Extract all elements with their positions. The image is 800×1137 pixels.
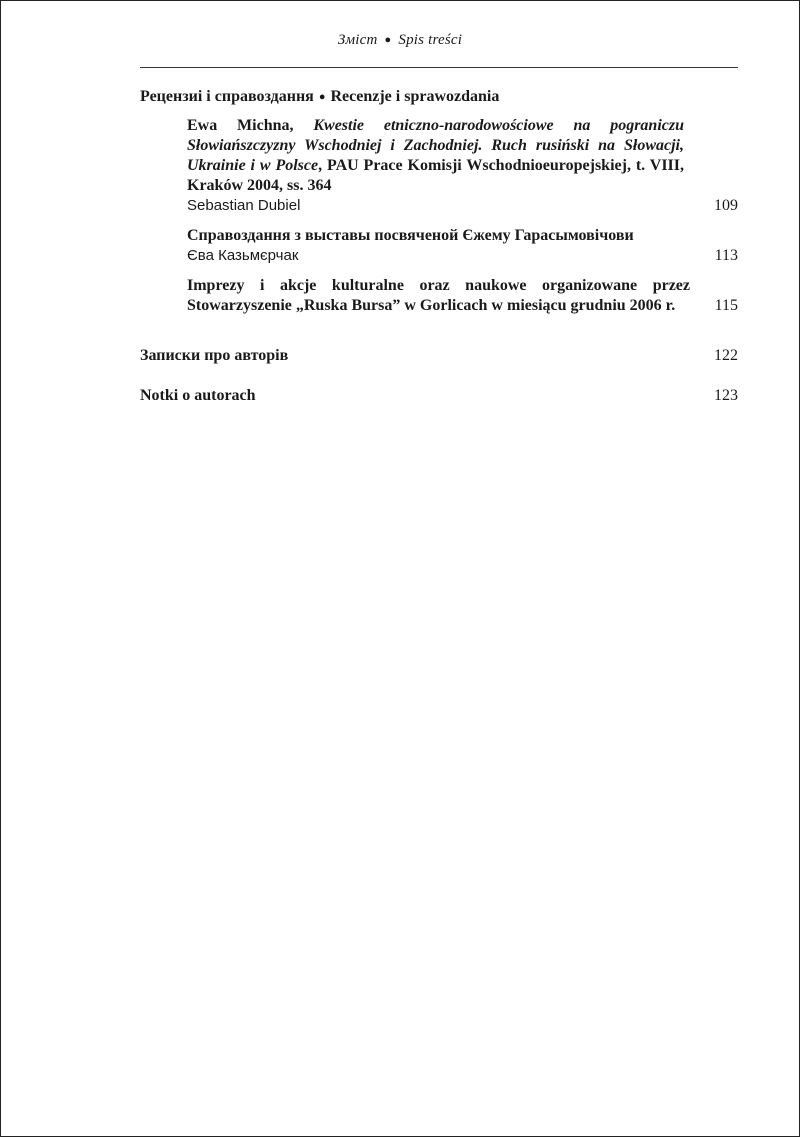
entry-title: [187, 116, 738, 196]
entry-title: Notki o autorach: [140, 387, 256, 404]
toc-entry[interactable]: [140, 226, 738, 266]
entry-page-number: 122: [714, 347, 738, 364]
entry-title: Справоздання з выставы посвяченой Єжему Гарасымовічови: [187, 227, 634, 244]
running-head-left: Зміст: [337, 32, 378, 48]
entry-title: Imprezy i akcje kulturalne oraz naukowe organizowane przez Stowarzyszenie „Ruska Bursa” w Gorlicach w miesiącu grudniu 2006 r.: [187, 277, 690, 314]
entry-title-details: , PAU Prace Komisji Wschodnioeuropejskiej, t. VIII, Kraków 2004, ss. 364: [187, 157, 684, 194]
entry-page-number: 113: [714, 247, 738, 264]
section-heading-uk: Рецензиі і справоздання: [140, 88, 314, 105]
entry-author-row: [187, 246, 738, 266]
table-of-contents: [140, 87, 738, 406]
bullet-icon: ●: [318, 91, 326, 103]
toc-entry[interactable]: [140, 386, 738, 406]
section-heading: [140, 87, 738, 108]
toc-entry[interactable]: [140, 276, 738, 316]
running-head-right: Spis treści: [398, 32, 463, 48]
running-head: [0, 32, 800, 49]
toc-entry[interactable]: [140, 346, 738, 366]
header-rule: [140, 67, 738, 68]
entry-author: Єва Казьмєрчак: [187, 247, 299, 264]
entry-title-row: [187, 276, 738, 316]
entry-page-number: 115: [714, 297, 738, 314]
section-heading-pl: Recenzje i sprawozdania: [330, 88, 500, 105]
entry-title-author: Ewa Michna,: [187, 117, 314, 134]
entry-title-italic: Kwestie etniczno-narodowościowe na pograniczu Słowiańszczyzny Wschodniej i Zachodniej. Ruch rusiński na Słowacji, Ukrainie i w Polsce: [187, 117, 684, 174]
entry-title: Записки про авторів: [140, 347, 289, 364]
toc-entry[interactable]: [140, 116, 738, 216]
entry-author-row: [187, 196, 738, 216]
entry-page-number: 123: [714, 387, 738, 404]
entry-page-number: 109: [714, 197, 738, 214]
entry-author: Sebastian Dubiel: [187, 197, 301, 214]
bullet-icon: ●: [384, 34, 392, 46]
